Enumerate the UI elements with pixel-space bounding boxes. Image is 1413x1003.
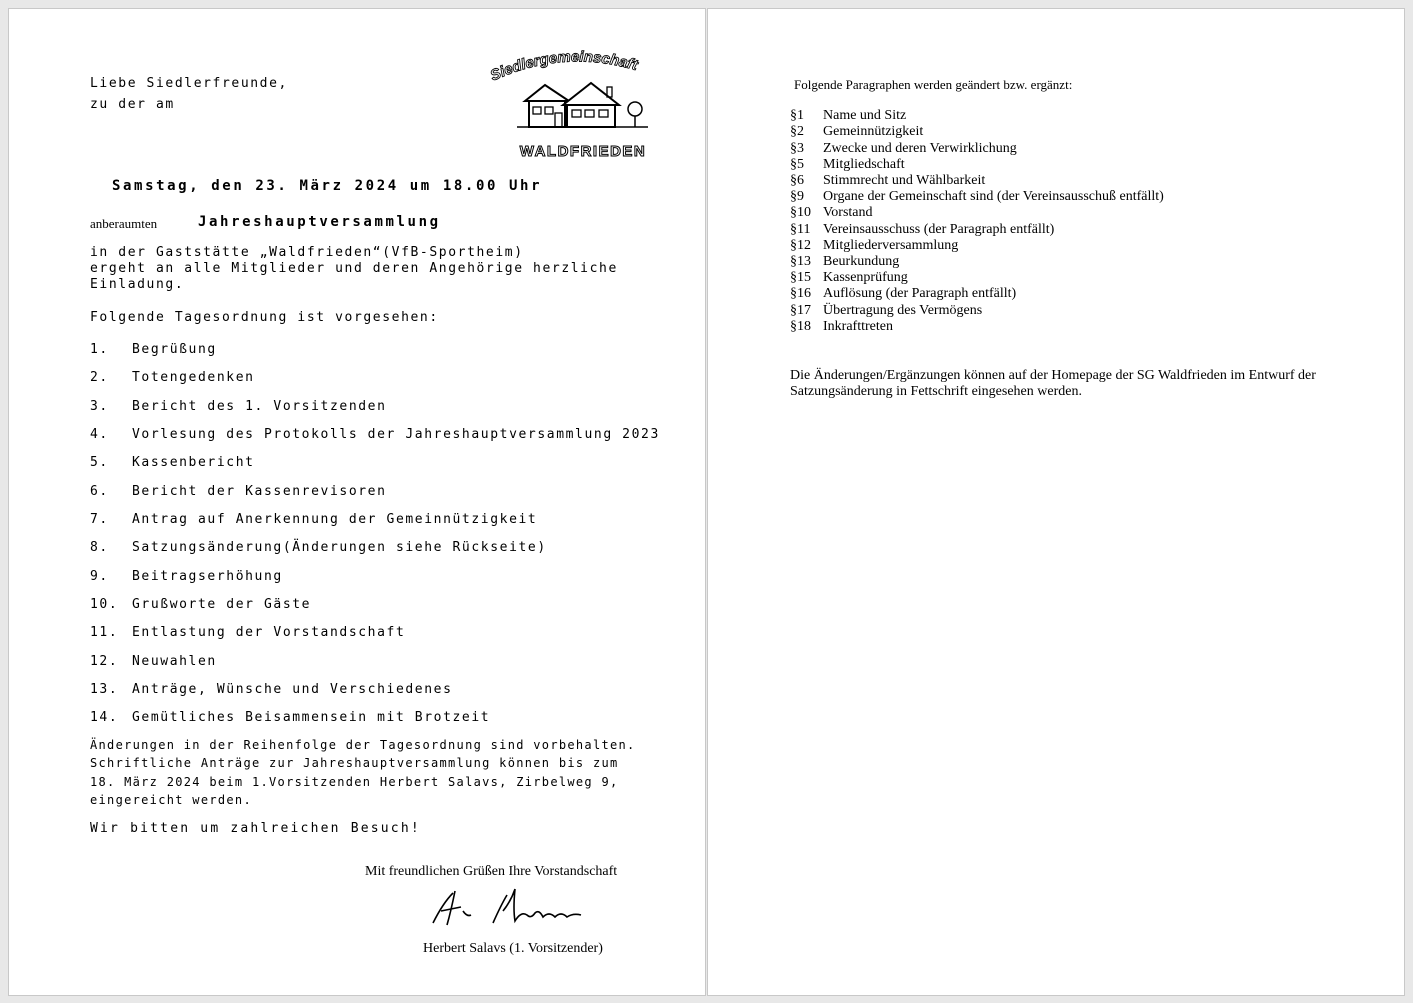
logo-arc-text: Siedlergemeinschaft	[487, 49, 640, 85]
note-line-2: Schriftliche Anträge zur Jahreshauptversammlung können bis zum	[90, 756, 619, 770]
meeting-date: Samstag, den 23. März 2024 um 18.00 Uhr	[112, 178, 543, 194]
note-line-4: eingereicht werden.	[90, 793, 252, 807]
note-line-3: 18. März 2024 beim 1.Vorsitzenden Herbert Salavs, Zirbelweg 9,	[90, 775, 619, 789]
location-line-3: Einladung.	[90, 277, 185, 292]
amendments-footer-line-1: Die Änderungen/Ergänzungen können auf der Homepage der SG Waldfrieden im Entwurf der	[790, 368, 1316, 383]
event-title: Jahreshauptversammlung	[198, 214, 441, 230]
regards-line: Mit freundlichen Grüßen Ihre Vorstandschaft	[365, 864, 618, 879]
paragraph-list: §1 Name und Sitz §2 Gemeinnützigkeit §3 Zwecke und deren Verwirklichung §5 Mitgliedschaft §6 Stimmrecht und Wählbarkeit §9 Organe der Gemeinschaft sind (der Vereinsausschuß entfällt) §10 Vorstand §11 Vereinsausschuss (der Paragraph entfällt) §12 Mitgliederversammlung §13 Beurkundung §15 Kassenprüfung §16 Auflösung (der Paragraph entfällt) §17 Übertragung des Vermögens §18 Inkrafttreten	[790, 108, 1164, 334]
location-line-2: ergeht an alle Mitglieder und deren Angehörige herzliche	[90, 261, 618, 276]
amendments-page	[707, 8, 1405, 996]
agenda-list: 1. Begrüßung 2. Totengedenken 3. Bericht des 1. Vorsitzenden 4. Vorlesung des Protokolls der Jahreshauptversammlung 2023 5. Kassenbericht 6. Bericht der Kassenrevisoren 7. Antrag auf Anerkennung der Gemeinnützigkeit 8. Satzungsänderung(Änderungen siehe Rückseite) 9. Beitragserhöhung 10. Grußworte der Gäste 11. Entlastung der Vorstandschaft 12. Neuwahlen 13. Anträge, Wünsche und Verschiedenes 14. Gemütliches Beisammensein mit Brotzeit	[90, 342, 660, 725]
club-logo	[483, 49, 668, 161]
greeting: Liebe Siedlerfreunde,	[90, 76, 288, 91]
agenda-intro: Folgende Tagesordnung ist vorgesehen:	[90, 310, 439, 325]
closing-line: Wir bitten um zahlreichen Besuch!	[90, 821, 421, 836]
intro-line: zu der am	[90, 97, 175, 112]
invitation-page	[8, 8, 706, 996]
signature-image	[423, 881, 593, 931]
anberaumten-label: anberaumten	[90, 216, 158, 231]
note-line-1: Änderungen in der Reihenfolge der Tagesordnung sind vorbehalten.	[90, 738, 636, 752]
amendments-intro: Folgende Paragraphen werden geändert bzw. ergänzt:	[794, 77, 1073, 92]
location-line-1: in der Gaststätte „Waldfrieden“(VfB-Sportheim)	[90, 245, 524, 260]
signatory-name: Herbert Salavs (1. Vorsitzender)	[423, 941, 603, 956]
logo-bottom-text: WALDFRIEDEN	[519, 143, 647, 160]
amendments-footer-line-2: Satzungsänderung in Fettschrift eingesehen werden.	[790, 384, 1082, 399]
